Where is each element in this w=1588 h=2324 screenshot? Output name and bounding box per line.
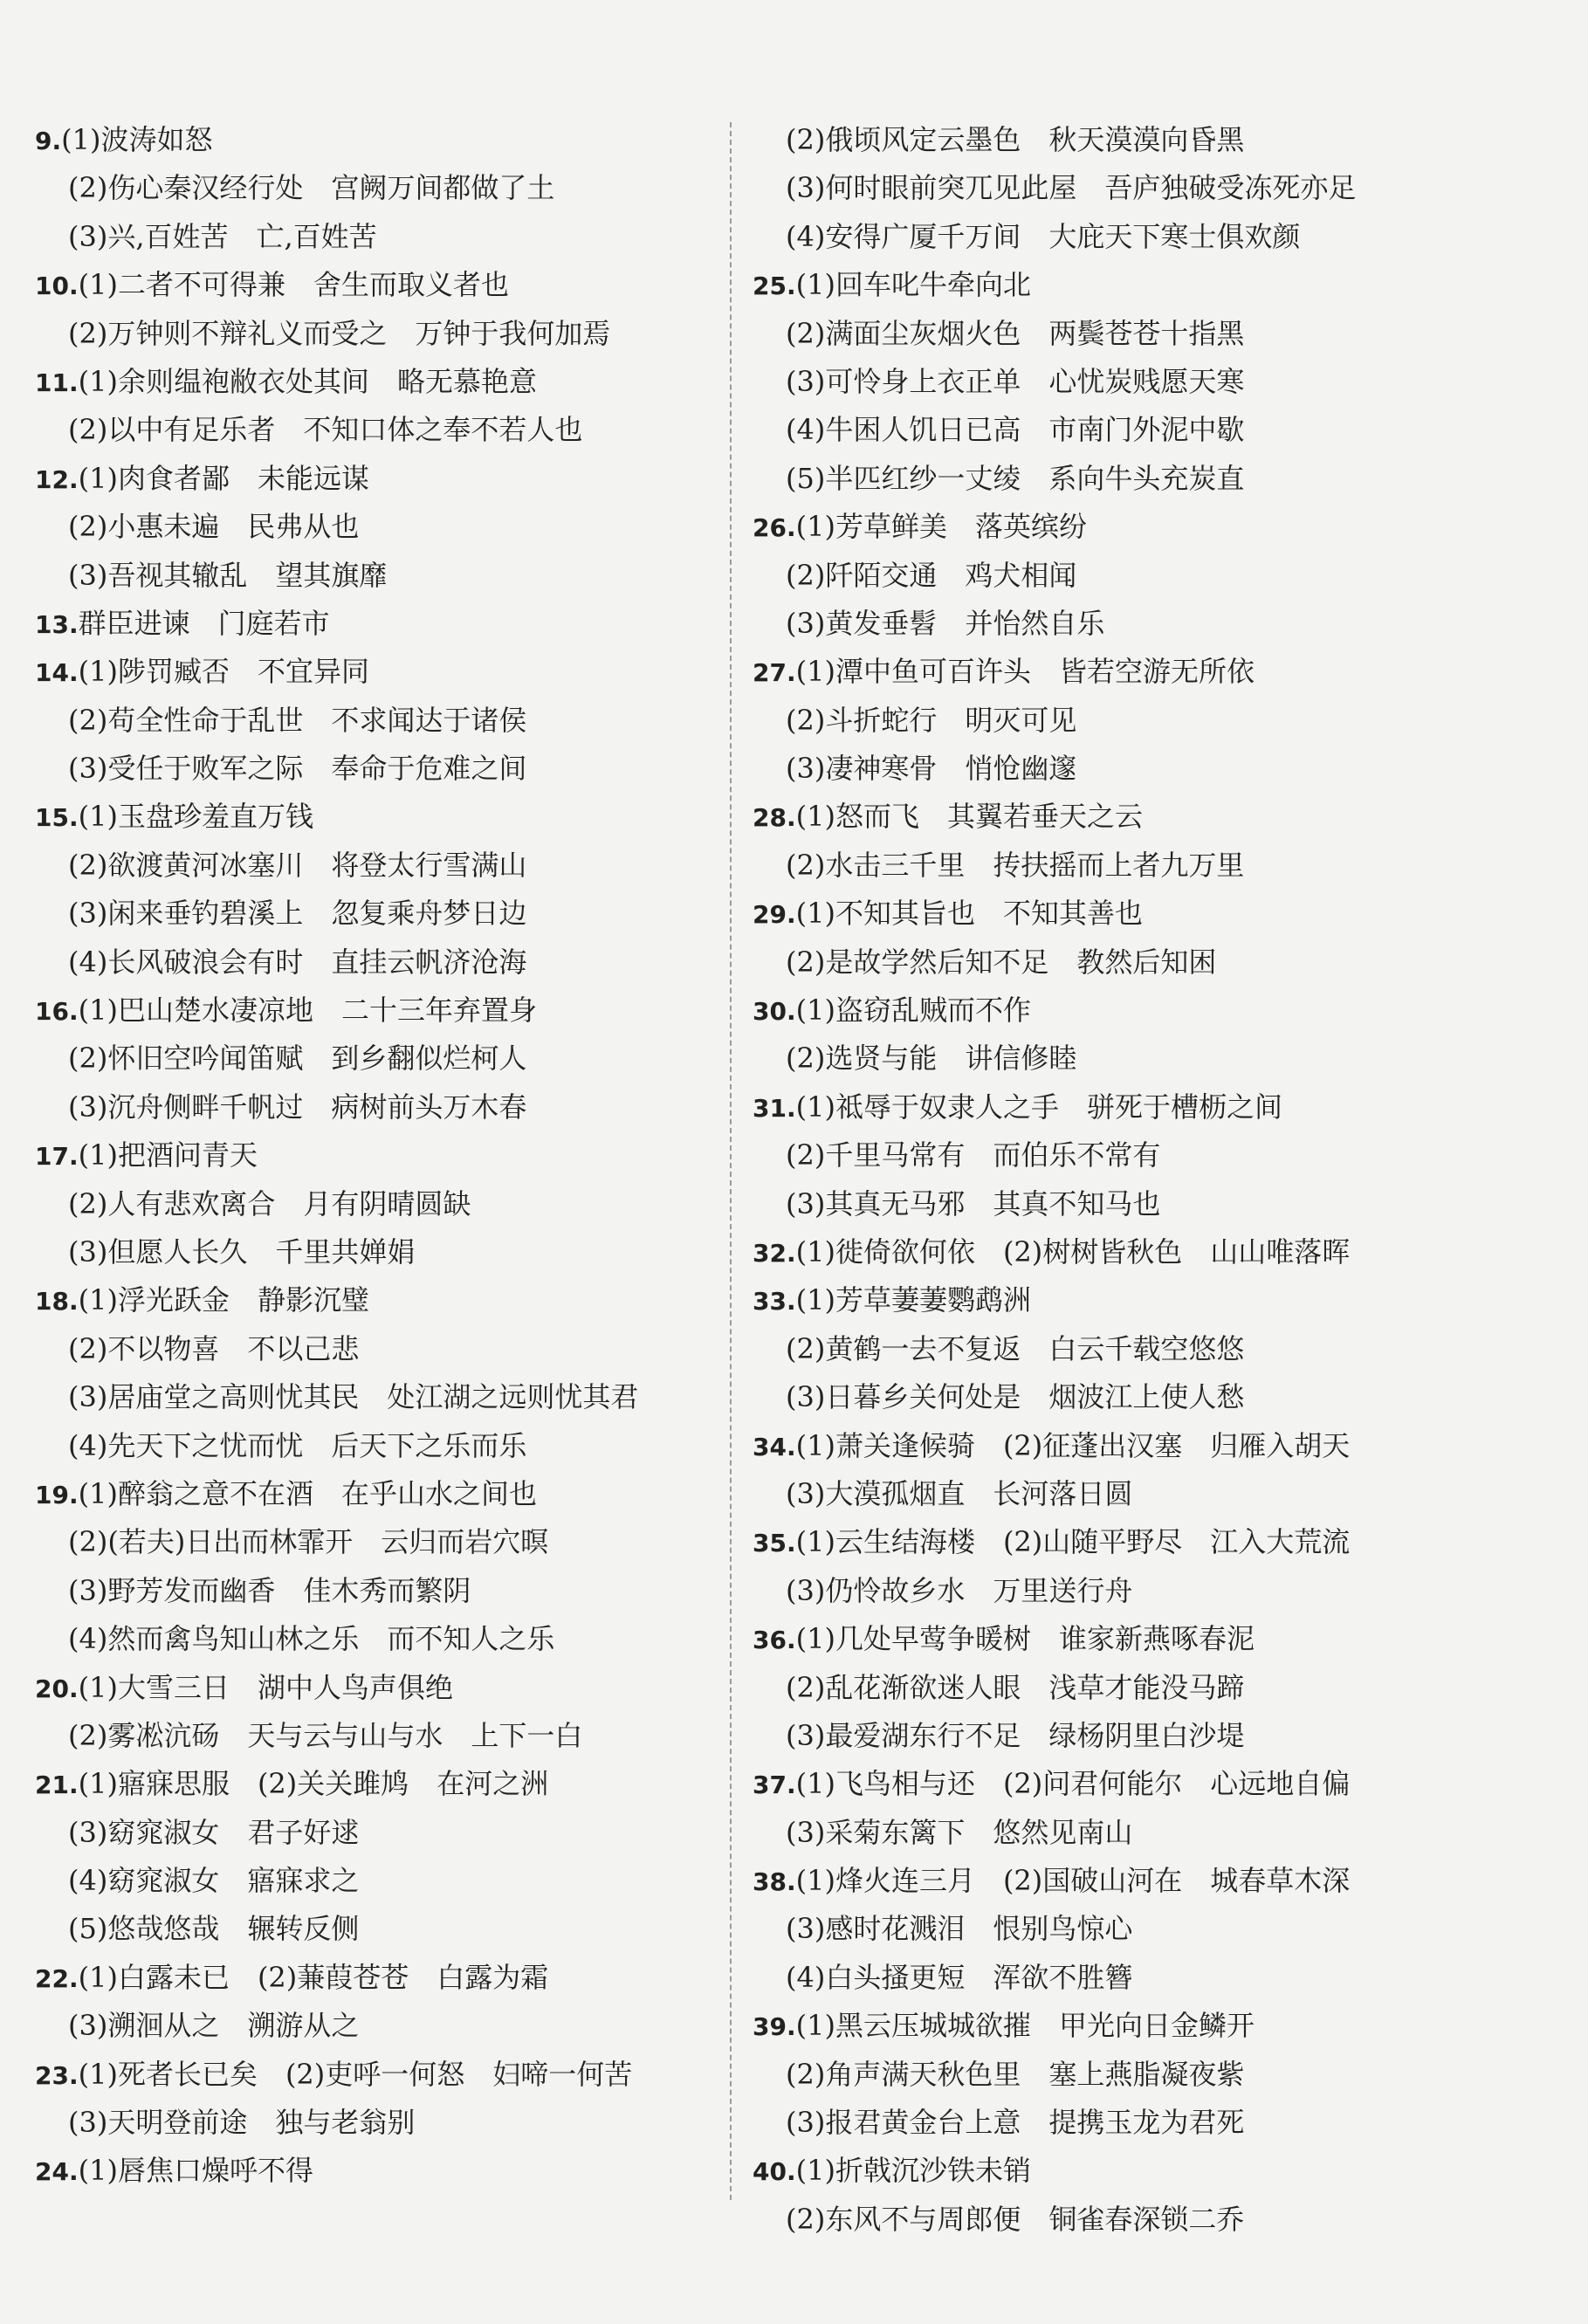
answer-text: (1)芳草鲜美 落英缤纷 bbox=[795, 510, 1087, 544]
answer-item bbox=[753, 1083, 1451, 1131]
question-number: 38. bbox=[753, 1867, 796, 1897]
answer-item bbox=[35, 1664, 733, 1712]
answer-text: (4)白头搔更短 浑欲不胜簪 bbox=[786, 1960, 1133, 1994]
answer-text: (2)千里马常有 而伯乐不常有 bbox=[786, 1138, 1161, 1172]
question-number: 18. bbox=[35, 1287, 79, 1317]
answer-text: (1)巴山楚水凄凉地 二十三年弃置身 bbox=[78, 994, 537, 1028]
answer-item bbox=[35, 455, 733, 503]
answer-subitem bbox=[753, 1325, 1451, 1373]
answer-text: (2)满面尘灰烟火色 两鬓苍苍十指黑 bbox=[786, 316, 1245, 350]
answer-item bbox=[35, 600, 733, 648]
answer-subitem bbox=[35, 1180, 733, 1228]
answer-text: (4)安得广厦千万间 大庇天下寒士俱欢颜 bbox=[786, 219, 1301, 253]
question-number: 23. bbox=[35, 2060, 79, 2090]
answer-subitem bbox=[35, 310, 733, 358]
answer-item bbox=[753, 793, 1451, 841]
answer-text: (1)萧关逢候骑 (2)征蓬出汉塞 归雁入胡天 bbox=[795, 1428, 1351, 1462]
question-number: 19. bbox=[35, 1480, 79, 1509]
answer-item bbox=[753, 2147, 1451, 2195]
answer-item bbox=[753, 987, 1451, 1035]
answer-text: (1)浮光跃金 静影沉璧 bbox=[78, 1283, 369, 1317]
question-number: 37. bbox=[753, 1771, 796, 1800]
answer-text: (3)何时眼前突兀见此屋 吾庐独破受冻死亦足 bbox=[786, 171, 1357, 205]
right-column bbox=[753, 116, 1451, 2244]
answer-subitem bbox=[753, 116, 1451, 164]
answer-subitem bbox=[753, 455, 1451, 503]
answer-subitem bbox=[35, 1615, 733, 1663]
answer-text: (1)波涛如怒 bbox=[61, 123, 213, 156]
answer-text: (3)报君黄金台上意 提携玉龙为君死 bbox=[786, 2106, 1245, 2140]
column-divider bbox=[730, 122, 732, 2200]
answer-text: (1)云生结海楼 (2)山随平野尽 江入大荒流 bbox=[795, 1525, 1351, 1559]
answer-text: (3)最爱湖东行不足 绿杨阴里白沙堤 bbox=[786, 1718, 1245, 1752]
answer-text: (4)长风破浪会有时 直挂云帆济沧海 bbox=[68, 945, 527, 979]
answer-text: (1)余则缊袍敝衣处其间 略无慕艳意 bbox=[78, 364, 537, 398]
answer-text: (1)二者不可得兼 舍生而取义者也 bbox=[78, 268, 509, 302]
answer-text: (2)选贤与能 讲信修睦 bbox=[786, 1042, 1077, 1076]
answer-subitem bbox=[753, 1712, 1451, 1760]
answer-item bbox=[35, 1954, 733, 2002]
answer-item bbox=[753, 1615, 1451, 1663]
answer-subitem bbox=[35, 1228, 733, 1276]
answer-text: (1)醉翁之意不在酒 在乎山水之间也 bbox=[78, 1476, 537, 1510]
question-number: 13. bbox=[35, 609, 79, 639]
answer-item bbox=[753, 890, 1451, 938]
answer-text: (1)大雪三日 湖中人鸟声俱绝 bbox=[78, 1670, 453, 1704]
answer-subitem bbox=[35, 552, 733, 600]
answer-subitem bbox=[753, 1809, 1451, 1857]
answer-text: (2)怀旧空吟闻笛赋 到乡翻似烂柯人 bbox=[68, 1042, 527, 1076]
answer-text: (2)乱花渐欲迷人眼 浅草才能没马蹄 bbox=[786, 1670, 1245, 1704]
answer-subitem bbox=[753, 2099, 1451, 2147]
answer-text: (4)牛困人饥日已高 市南门外泥中歇 bbox=[786, 413, 1245, 447]
answer-subitem bbox=[35, 842, 733, 890]
answer-subitem bbox=[35, 697, 733, 745]
answer-subitem bbox=[753, 1180, 1451, 1228]
answer-subitem bbox=[35, 890, 733, 938]
question-number: 29. bbox=[753, 900, 796, 930]
answer-text: (5)半匹红纱一丈绫 系向牛头充炭直 bbox=[786, 461, 1245, 495]
answer-text: (2)小惠未遍 民弗从也 bbox=[68, 510, 360, 544]
answer-text: (1)几处早莺争暖树 谁家新燕啄春泥 bbox=[795, 1622, 1255, 1656]
answer-item bbox=[35, 2051, 733, 2099]
left-column bbox=[35, 116, 733, 2196]
answer-item bbox=[35, 261, 733, 309]
answer-item bbox=[753, 503, 1451, 551]
answer-text: (1)唇焦口燥呼不得 bbox=[78, 2154, 313, 2188]
answer-item bbox=[753, 648, 1451, 696]
question-number: 35. bbox=[753, 1529, 796, 1558]
answer-subitem bbox=[753, 939, 1451, 987]
answer-subitem bbox=[753, 842, 1451, 890]
answer-subitem bbox=[35, 1712, 733, 1760]
answer-text: (1)祗辱于奴隶人之手 骈死于槽枥之间 bbox=[795, 1090, 1282, 1124]
answer-subitem bbox=[753, 213, 1451, 261]
question-number: 9. bbox=[35, 127, 62, 155]
answer-subitem bbox=[35, 1857, 733, 1905]
answer-subitem bbox=[35, 1083, 733, 1131]
answer-text: (2)以中有足乐者 不知口体之奉不若人也 bbox=[68, 413, 583, 447]
answer-text: 群臣进谏 门庭若市 bbox=[78, 606, 330, 640]
answer-text: (3)窈窕淑女 君子好逑 bbox=[68, 1815, 360, 1849]
question-number: 39. bbox=[753, 2012, 796, 2042]
question-number: 24. bbox=[35, 2157, 79, 2187]
answer-subitem bbox=[35, 1809, 733, 1857]
answer-item bbox=[753, 261, 1451, 309]
answer-text: (1)折戟沉沙铁未销 bbox=[795, 2154, 1031, 2188]
answer-item bbox=[753, 1760, 1451, 1808]
question-number: 28. bbox=[753, 803, 796, 833]
answer-text: (2)东风不与周郎便 铜雀春深锁二乔 bbox=[786, 2202, 1245, 2236]
answer-text: (3)可怜身上衣正单 心忧炭贱愿天寒 bbox=[786, 364, 1245, 398]
answer-text: (1)潭中鱼可百许头 皆若空游无所依 bbox=[795, 655, 1255, 689]
answer-text: (1)回车叱牛牵向北 bbox=[795, 268, 1031, 302]
question-number: 16. bbox=[35, 997, 79, 1027]
answer-text: (1)把酒问青天 bbox=[78, 1138, 258, 1172]
answer-subitem bbox=[35, 164, 733, 212]
answer-item bbox=[753, 1422, 1451, 1470]
answer-text: (2)是故学然后知不足 教然后知困 bbox=[786, 945, 1217, 979]
answer-subitem bbox=[753, 1035, 1451, 1083]
answer-text: (3)沉舟侧畔千帆过 病树前头万木春 bbox=[68, 1090, 527, 1124]
answer-item bbox=[35, 1276, 733, 1324]
answer-text: (2)苟全性命于乱世 不求闻达于诸侯 bbox=[68, 703, 527, 737]
question-number: 31. bbox=[753, 1093, 796, 1123]
answer-item bbox=[753, 1276, 1451, 1324]
answer-text: (2)欲渡黄河冰塞川 将登太行雪满山 bbox=[68, 848, 527, 882]
answer-subitem bbox=[753, 600, 1451, 648]
answer-item bbox=[753, 1518, 1451, 1566]
answer-item bbox=[35, 116, 733, 164]
answer-text: (4)然而禽鸟知山林之乐 而不知人之乐 bbox=[68, 1622, 555, 1656]
answer-text: (3)溯洄从之 溯游从之 bbox=[68, 2009, 360, 2043]
question-number: 33. bbox=[753, 1287, 796, 1317]
question-number: 22. bbox=[35, 1963, 79, 1993]
answer-subitem bbox=[35, 1567, 733, 1615]
question-number: 26. bbox=[753, 513, 796, 543]
answer-subitem bbox=[753, 358, 1451, 406]
answer-item bbox=[35, 2147, 733, 2195]
answer-item bbox=[35, 987, 733, 1035]
question-number: 36. bbox=[753, 1626, 796, 1655]
answer-text: (3)兴,百姓苦 亡,百姓苦 bbox=[68, 219, 377, 253]
answer-text: (2)斗折蛇行 明灭可见 bbox=[786, 703, 1077, 737]
answer-text: (3)大漠孤烟直 长河落日圆 bbox=[786, 1476, 1133, 1510]
answer-text: (1)徙倚欲何依 (2)树树皆秋色 山山唯落晖 bbox=[795, 1234, 1351, 1269]
answer-text: (3)黄发垂髫 并怡然自乐 bbox=[786, 606, 1105, 640]
question-number: 30. bbox=[753, 997, 796, 1027]
answer-text: (3)凄神寒骨 悄怆幽邃 bbox=[786, 752, 1077, 786]
answer-text: (4)先天下之忧而忧 后天下之乐而乐 bbox=[68, 1428, 527, 1462]
answer-subitem bbox=[35, 503, 733, 551]
question-number: 10. bbox=[35, 272, 79, 301]
answer-subitem bbox=[753, 1567, 1451, 1615]
answer-subitem bbox=[35, 1373, 733, 1421]
answer-text: (2)角声满天秋色里 塞上燕脂凝夜紫 bbox=[786, 2057, 1245, 2091]
answer-text: (3)日暮乡关何处是 烟波江上使人愁 bbox=[786, 1380, 1245, 1414]
answer-text: (3)闲来垂钓碧溪上 忽复乘舟梦日边 bbox=[68, 897, 527, 931]
answer-item bbox=[35, 1131, 733, 1179]
answer-text: (1)白露未已 (2)蒹葭苍苍 白露为霜 bbox=[78, 1960, 549, 1994]
answer-subitem bbox=[753, 406, 1451, 454]
answer-text: (4)窈窕淑女 寤寐求之 bbox=[68, 1864, 360, 1898]
answer-text: (3)野芳发而幽香 佳木秀而繁阴 bbox=[68, 1573, 471, 1607]
answer-text: (1)陟罚臧否 不宜异同 bbox=[78, 655, 369, 689]
question-number: 21. bbox=[35, 1771, 79, 1800]
answer-subitem bbox=[753, 1131, 1451, 1179]
question-number: 40. bbox=[753, 2157, 796, 2187]
answer-subitem bbox=[753, 2196, 1451, 2244]
answer-text: (1)肉食者鄙 未能远谋 bbox=[78, 461, 369, 495]
answer-item bbox=[35, 1760, 733, 1808]
answer-text: (2)(若夫)日出而林霏开 云归而岩穴暝 bbox=[68, 1525, 549, 1559]
answer-text: (1)不知其旨也 不知其善也 bbox=[795, 897, 1143, 931]
answer-subitem bbox=[35, 2099, 733, 2147]
answer-text: (3)其真无马邪 其真不知马也 bbox=[786, 1186, 1161, 1220]
answer-text: (1)芳草萋萋鹦鹉洲 bbox=[795, 1283, 1031, 1317]
answer-text: (1)玉盘珍羞直万钱 bbox=[78, 800, 313, 834]
answer-item bbox=[753, 1228, 1451, 1276]
answer-text: (1)怒而飞 其翼若垂天之云 bbox=[795, 800, 1143, 834]
answer-text: (3)仍怜故乡水 万里送行舟 bbox=[786, 1573, 1133, 1607]
question-number: 25. bbox=[753, 272, 796, 301]
answer-subitem bbox=[753, 745, 1451, 793]
answer-text: (1)死者长已矣 (2)吏呼一何怒 妇啼一何苦 bbox=[78, 2057, 633, 2091]
question-number: 14. bbox=[35, 658, 79, 688]
answer-subitem bbox=[35, 406, 733, 454]
answer-item bbox=[35, 793, 733, 841]
answer-text: (2)万钟则不辩礼义而受之 万钟于我何加焉 bbox=[68, 316, 611, 350]
answer-text: (3)采菊东篱下 悠然见南山 bbox=[786, 1815, 1133, 1849]
answer-text: (3)但愿人长久 千里共婵娟 bbox=[68, 1234, 416, 1269]
answer-subitem bbox=[35, 1325, 733, 1373]
answer-subitem bbox=[35, 1905, 733, 1953]
answer-subitem bbox=[35, 745, 733, 793]
answer-subitem bbox=[753, 1905, 1451, 1953]
answer-text: (2)雾凇沆砀 天与云与山与水 上下一白 bbox=[68, 1718, 583, 1752]
answer-text: (1)黑云压城城欲摧 甲光向日金鳞开 bbox=[795, 2009, 1255, 2043]
answer-subitem bbox=[35, 1422, 733, 1470]
answer-text: (3)天明登前途 独与老翁别 bbox=[68, 2106, 416, 2140]
answer-item bbox=[35, 358, 733, 406]
answer-text: (1)寤寐思服 (2)关关雎鸠 在河之洲 bbox=[78, 1767, 549, 1801]
question-number: 34. bbox=[753, 1432, 796, 1461]
question-number: 11. bbox=[35, 368, 79, 397]
answer-text: (1)烽火连三月 (2)国破山河在 城春草木深 bbox=[795, 1864, 1351, 1898]
answer-text: (2)阡陌交通 鸡犬相闻 bbox=[786, 558, 1077, 592]
answer-text: (1)飞鸟相与还 (2)问君何能尔 心远地自偏 bbox=[795, 1767, 1351, 1801]
answer-subitem bbox=[35, 213, 733, 261]
answer-text: (2)黄鹤一去不复返 白云千载空悠悠 bbox=[786, 1331, 1245, 1365]
answer-subitem bbox=[753, 552, 1451, 600]
answer-text: (2)水击三千里 抟扶摇而上者九万里 bbox=[786, 848, 1245, 882]
answer-subitem bbox=[753, 697, 1451, 745]
answer-subitem bbox=[753, 1664, 1451, 1712]
answer-subitem bbox=[753, 164, 1451, 212]
answer-text: (2)俄顷风定云墨色 秋天漠漠向昏黑 bbox=[786, 123, 1245, 156]
answer-subitem bbox=[753, 2051, 1451, 2099]
answer-item bbox=[753, 2002, 1451, 2050]
answer-item bbox=[753, 1857, 1451, 1905]
answer-text: (2)不以物喜 不以己悲 bbox=[68, 1331, 360, 1365]
answer-subitem bbox=[753, 310, 1451, 358]
answer-subitem bbox=[753, 1954, 1451, 2002]
answer-subitem bbox=[35, 2002, 733, 2050]
answer-text: (3)受任于败军之际 奉命于危难之间 bbox=[68, 752, 527, 786]
answer-text: (5)悠哉悠哉 辗转反侧 bbox=[68, 1912, 360, 1946]
answer-subitem bbox=[753, 1373, 1451, 1421]
answer-text: (3)吾视其辙乱 望其旗靡 bbox=[68, 558, 388, 592]
question-number: 17. bbox=[35, 1142, 79, 1172]
answer-text: (3)居庙堂之高则忧其民 处江湖之远则忧其君 bbox=[68, 1380, 639, 1414]
question-number: 32. bbox=[753, 1238, 796, 1268]
answer-text: (1)盗窃乱贼而不作 bbox=[795, 994, 1031, 1028]
answer-subitem bbox=[35, 1035, 733, 1083]
question-number: 20. bbox=[35, 1674, 79, 1703]
answer-text: (3)感时花溅泪 恨别鸟惊心 bbox=[786, 1912, 1133, 1946]
question-number: 12. bbox=[35, 464, 79, 494]
question-number: 15. bbox=[35, 803, 79, 833]
answer-text: (2)伤心秦汉经行处 宫阙万间都做了土 bbox=[68, 171, 555, 205]
answer-subitem bbox=[753, 1470, 1451, 1518]
answer-subitem bbox=[35, 1518, 733, 1566]
answer-text: (2)人有悲欢离合 月有阴晴圆缺 bbox=[68, 1186, 471, 1220]
answer-item bbox=[35, 648, 733, 696]
answer-item bbox=[35, 1470, 733, 1518]
answer-subitem bbox=[35, 939, 733, 987]
question-number: 27. bbox=[753, 658, 796, 688]
